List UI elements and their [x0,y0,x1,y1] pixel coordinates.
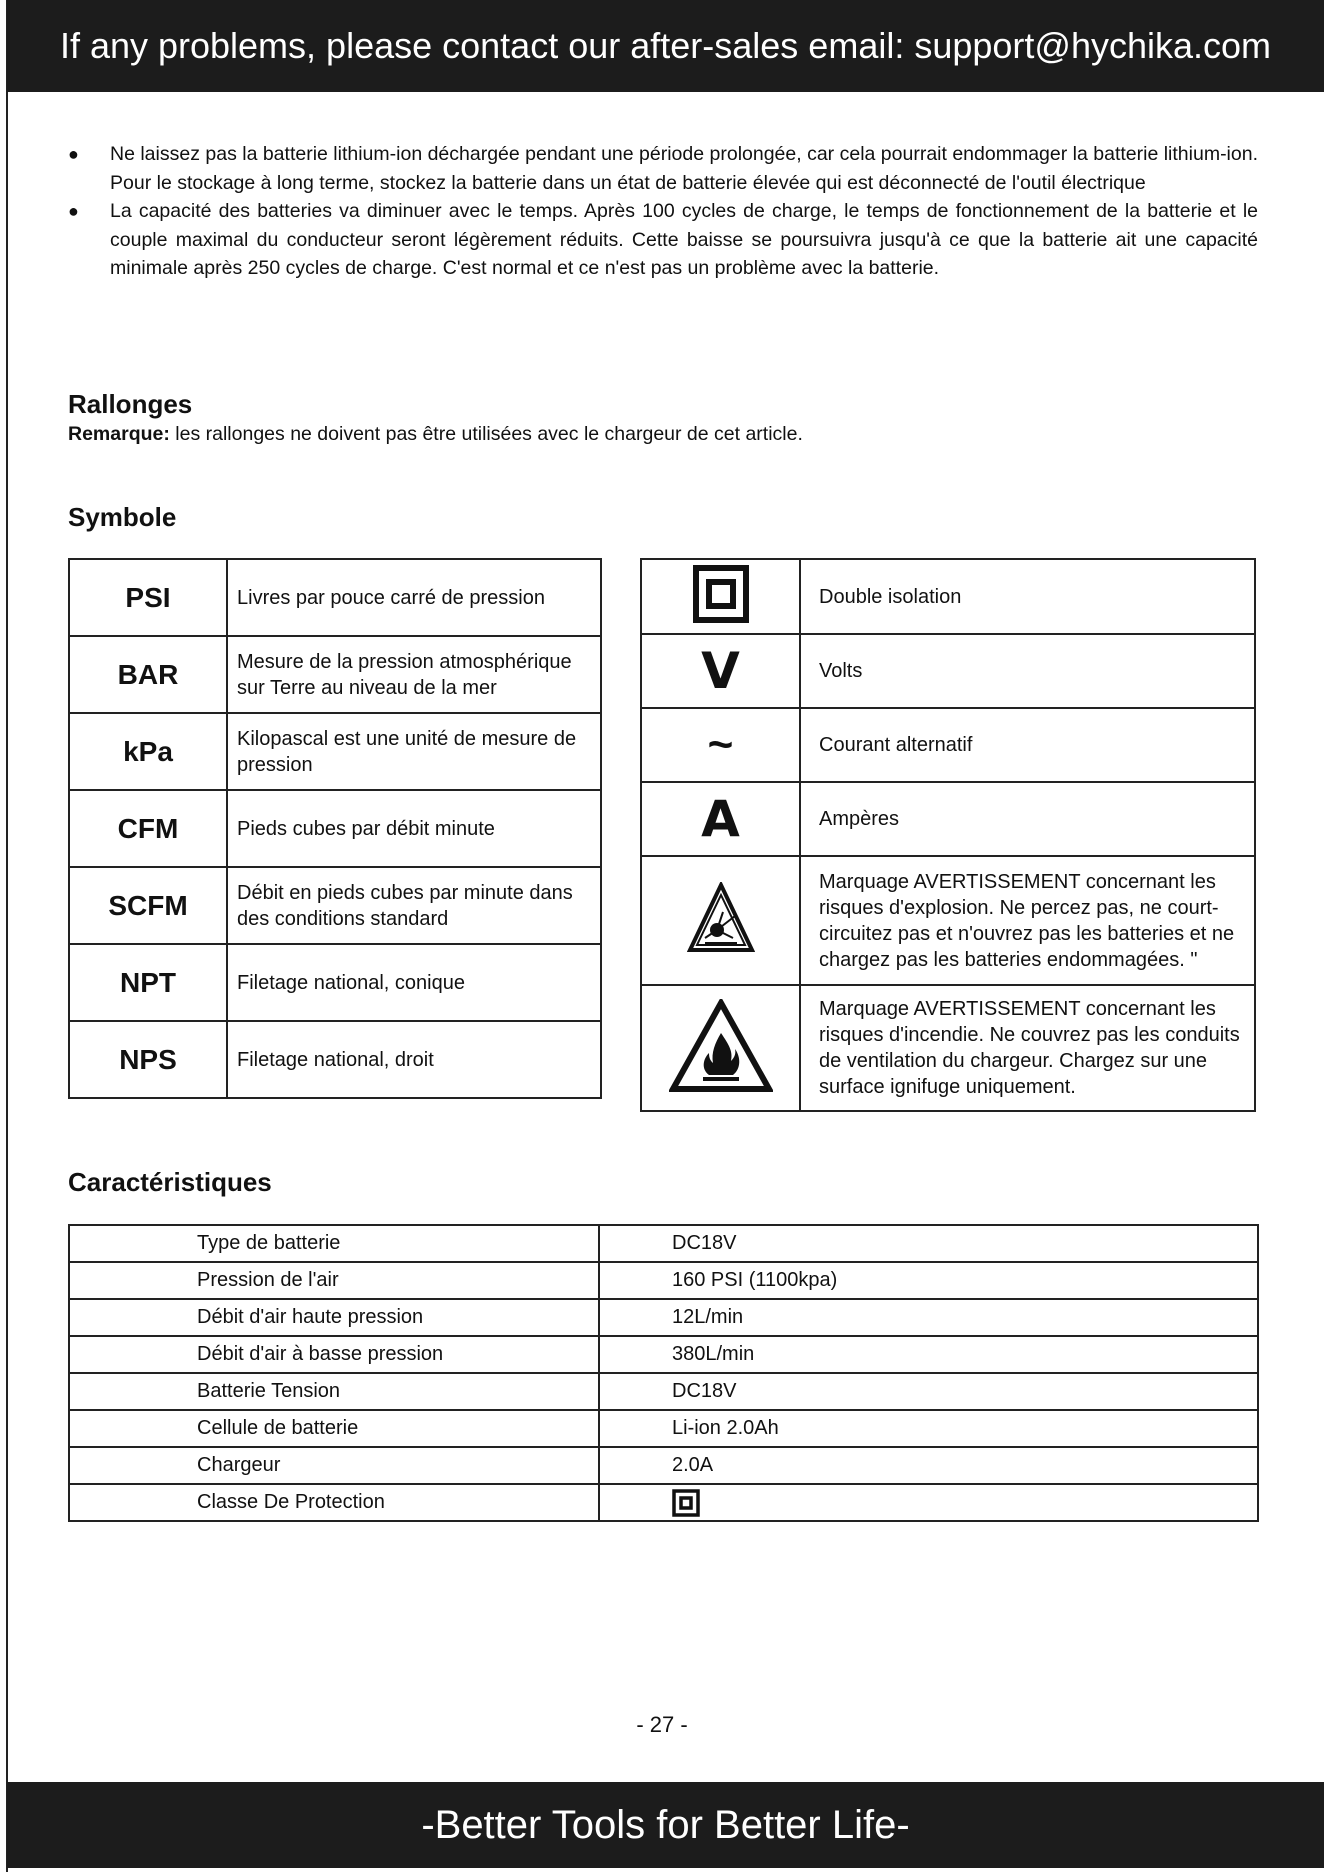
table-row [641,985,1255,1111]
spec-key: Cellule de batterie [69,1410,599,1447]
symbol-desc: Pieds cubes par débit minute [227,790,601,867]
remark [68,423,803,446]
symbol-cell [641,856,800,985]
symbol-cell [641,985,800,1111]
table-row [69,1447,1258,1484]
table-row [641,708,1255,782]
bullet-text: La capacité des batteries va diminuer avec le temps. Après 100 cycles de charge, le temps de fonctionnement de la batterie et le couple maximal du conducteur seront légèrement réduits. Cette baisse se poursuivra jusqu'à ce que la batterie ait une capacité minimale après 250 cycles de charge. C'est normal et ce n'est pas un problème avec la batterie. [110,200,1258,279]
spec-value: 380L/min [599,1336,1258,1373]
specifications-table [68,1224,1259,1522]
symbol-desc: Marquage AVERTISSEMENT concernant les risques d'incendie. Ne couvrez pas les conduits de ventilation du chargeur. Chargez sur une surface ignifuge uniquement. [800,985,1255,1111]
symbol-desc: Kilopascal est une unité de mesure de pression [227,713,601,790]
left-border [6,0,8,1872]
volts-symbol: V [701,642,740,700]
symbol-units-table [68,558,602,1099]
fire-warning-icon [669,999,773,1093]
spec-value: DC18V [599,1225,1258,1262]
symbol-code: NPS [69,1021,227,1098]
table-row [69,944,601,1021]
spec-key: Débit d'air haute pression [69,1299,599,1336]
section-title-rallonges: Rallonges [68,389,193,419]
spec-value: 160 PSI (1100kpa) [599,1262,1258,1299]
spec-key: Type de batterie [69,1225,599,1262]
spec-key: Classe De Protection [69,1484,599,1521]
symbol-code: BAR [69,636,227,713]
table-row [69,1336,1258,1373]
section-title-caracteristiques: Caractéristiques [68,1167,272,1197]
table-row [69,713,601,790]
table-row [69,1484,1258,1521]
symbol-desc: Débit en pieds cubes par minute dans des conditions standard [227,867,601,944]
spec-value: Li-ion 2.0Ah [599,1410,1258,1447]
page-number: - 27 - [636,1712,688,1737]
remark-text: les rallonges ne doivent pas être utilisées avec le chargeur de cet article. [169,423,803,445]
spec-value: 12L/min [599,1299,1258,1336]
symbol-code: CFM [69,790,227,867]
amperes-symbol: A [701,790,740,848]
table-row [69,636,601,713]
list-item [68,197,1258,283]
symbol-code: kPa [69,713,227,790]
double-insulation-icon [693,565,749,623]
list-item [68,140,1258,197]
symbol-desc: Courant alternatif [800,708,1255,782]
footer-text: -Better Tools for Better Life- [421,1802,910,1847]
header-banner [7,0,1324,92]
spec-key: Chargeur [69,1447,599,1484]
symbol-desc: Mesure de la pression atmosphérique sur Terre au niveau de la mer [227,636,601,713]
symbol-desc: Volts [800,634,1255,708]
spec-value [599,1484,1258,1521]
alternating-current-symbol: ~ [707,720,734,769]
symbol-cell [641,708,800,782]
table-row [69,790,601,867]
table-row [641,559,1255,634]
section-title-symbole: Symbole [68,502,177,532]
symbol-desc: Filetage national, conique [227,944,601,1021]
spec-key: Batterie Tension [69,1373,599,1410]
table-row [69,1021,601,1098]
table-row [69,1373,1258,1410]
table-row [641,634,1255,708]
bullet-text: Ne laissez pas la batterie lithium-ion déchargée pendant une période prolongée, car cela pourrait endommager la batterie lithium-ion. Pour le stockage à long terme, stockez la batterie dans un état de batterie élevée qui est déconnecté de l'outil électrique [110,143,1258,194]
battery-notes [68,140,1258,283]
symbol-code: PSI [69,559,227,636]
spec-key: Pression de l'air [69,1262,599,1299]
symbol-cell [641,634,800,708]
double-insulation-icon [672,1489,700,1517]
spec-key: Débit d'air à basse pression [69,1336,599,1373]
remark-label: Remarque: [68,423,170,445]
explosion-warning-icon [687,882,755,954]
symbol-desc: Marquage AVERTISSEMENT concernant les risques d'explosion. Ne percez pas, ne court-circuitez pas et n'ouvrez pas les batteries et ne chargez pas les batteries endommagées. " [800,856,1255,985]
spec-value: 2.0A [599,1447,1258,1484]
symbol-desc: Livres par pouce carré de pression [227,559,601,636]
table-row [69,1225,1258,1262]
symbol-desc: Double isolation [800,559,1255,634]
footer-banner [7,1782,1324,1868]
table-row [69,1299,1258,1336]
symbol-icons-table [640,558,1256,1112]
table-row [641,782,1255,856]
symbol-cell [641,782,800,856]
bullet-icon: ● [68,201,79,221]
symbol-desc: Filetage national, droit [227,1021,601,1098]
table-row [641,856,1255,985]
symbol-desc: Ampères [800,782,1255,856]
table-row [69,1262,1258,1299]
symbol-cell [641,559,800,634]
header-text: If any problems, please contact our after-sales email: support@hychika.com [59,25,1272,66]
table-row [69,559,601,636]
symbol-code: NPT [69,944,227,1021]
table-row [69,1410,1258,1447]
bullet-icon: ● [68,144,79,164]
table-row [69,867,601,944]
spec-value: DC18V [599,1373,1258,1410]
symbol-code: SCFM [69,867,227,944]
